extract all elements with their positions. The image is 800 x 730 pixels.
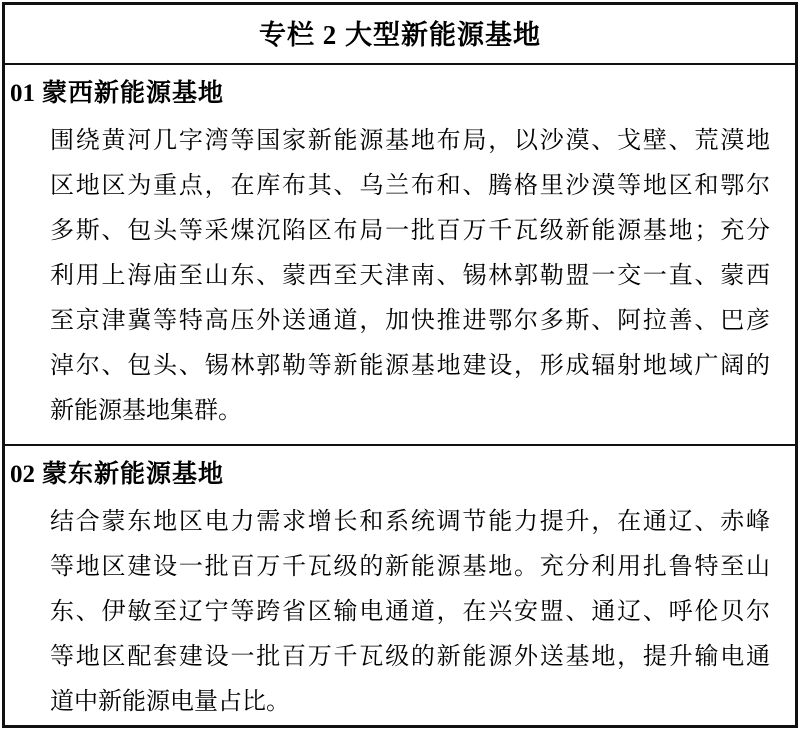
body-line: 等地区配套建设一批百万千瓦级的新能源外送基地，提升输电通 [50, 644, 770, 670]
body-line: 结合蒙东地区电力需求增长和系统调节能力提升，在通辽、赤峰 [50, 509, 770, 535]
body-line: 新能源基地集群。 [50, 398, 242, 424]
body-line: 区地区为重点，在库布其、乌兰布和、腾格里沙漠等地区和鄂尔 [50, 173, 770, 199]
section-body [5, 119, 795, 434]
section-heading: 蒙西新能源基地 [42, 80, 225, 107]
body-line: 利用上海庙至山东、蒙西至天津南、锡林郭勒盟一交一直、蒙西 [50, 263, 770, 289]
panel-title: 专栏 2 大型新能源基地 [5, 5, 795, 65]
section-body [5, 500, 795, 725]
body-line: 至京津冀等特高压外送通道，加快推进鄂尔多斯、阿拉善、巴彦 [50, 308, 770, 334]
body-line: 淖尔、包头、锡林郭勒等新能源基地建设，形成辐射地域广阔的 [50, 353, 770, 379]
section-mengdong [5, 446, 795, 728]
section-heading-row [5, 454, 795, 496]
body-line: 道中新能源电量占比。 [50, 689, 290, 715]
body-line: 围绕黄河几字湾等国家新能源基地布局，以沙漠、戈壁、荒漠地 [50, 128, 770, 154]
feature-box-panel [2, 2, 798, 728]
body-line: 东、伊敏至辽宁等跨省区输电通道，在兴安盟、通辽、呼伦贝尔 [50, 599, 770, 625]
body-line: 等地区建设一批百万千瓦级的新能源基地。充分利用扎鲁特至山 [50, 554, 770, 580]
section-number: 01 [10, 80, 35, 107]
body-line: 多斯、包头等采煤沉陷区布局一批百万千瓦级新能源基地；充分 [50, 218, 770, 244]
section-heading-row [5, 73, 795, 115]
section-mengxi [5, 65, 795, 446]
section-number: 02 [10, 461, 35, 488]
section-heading: 蒙东新能源基地 [42, 461, 225, 488]
